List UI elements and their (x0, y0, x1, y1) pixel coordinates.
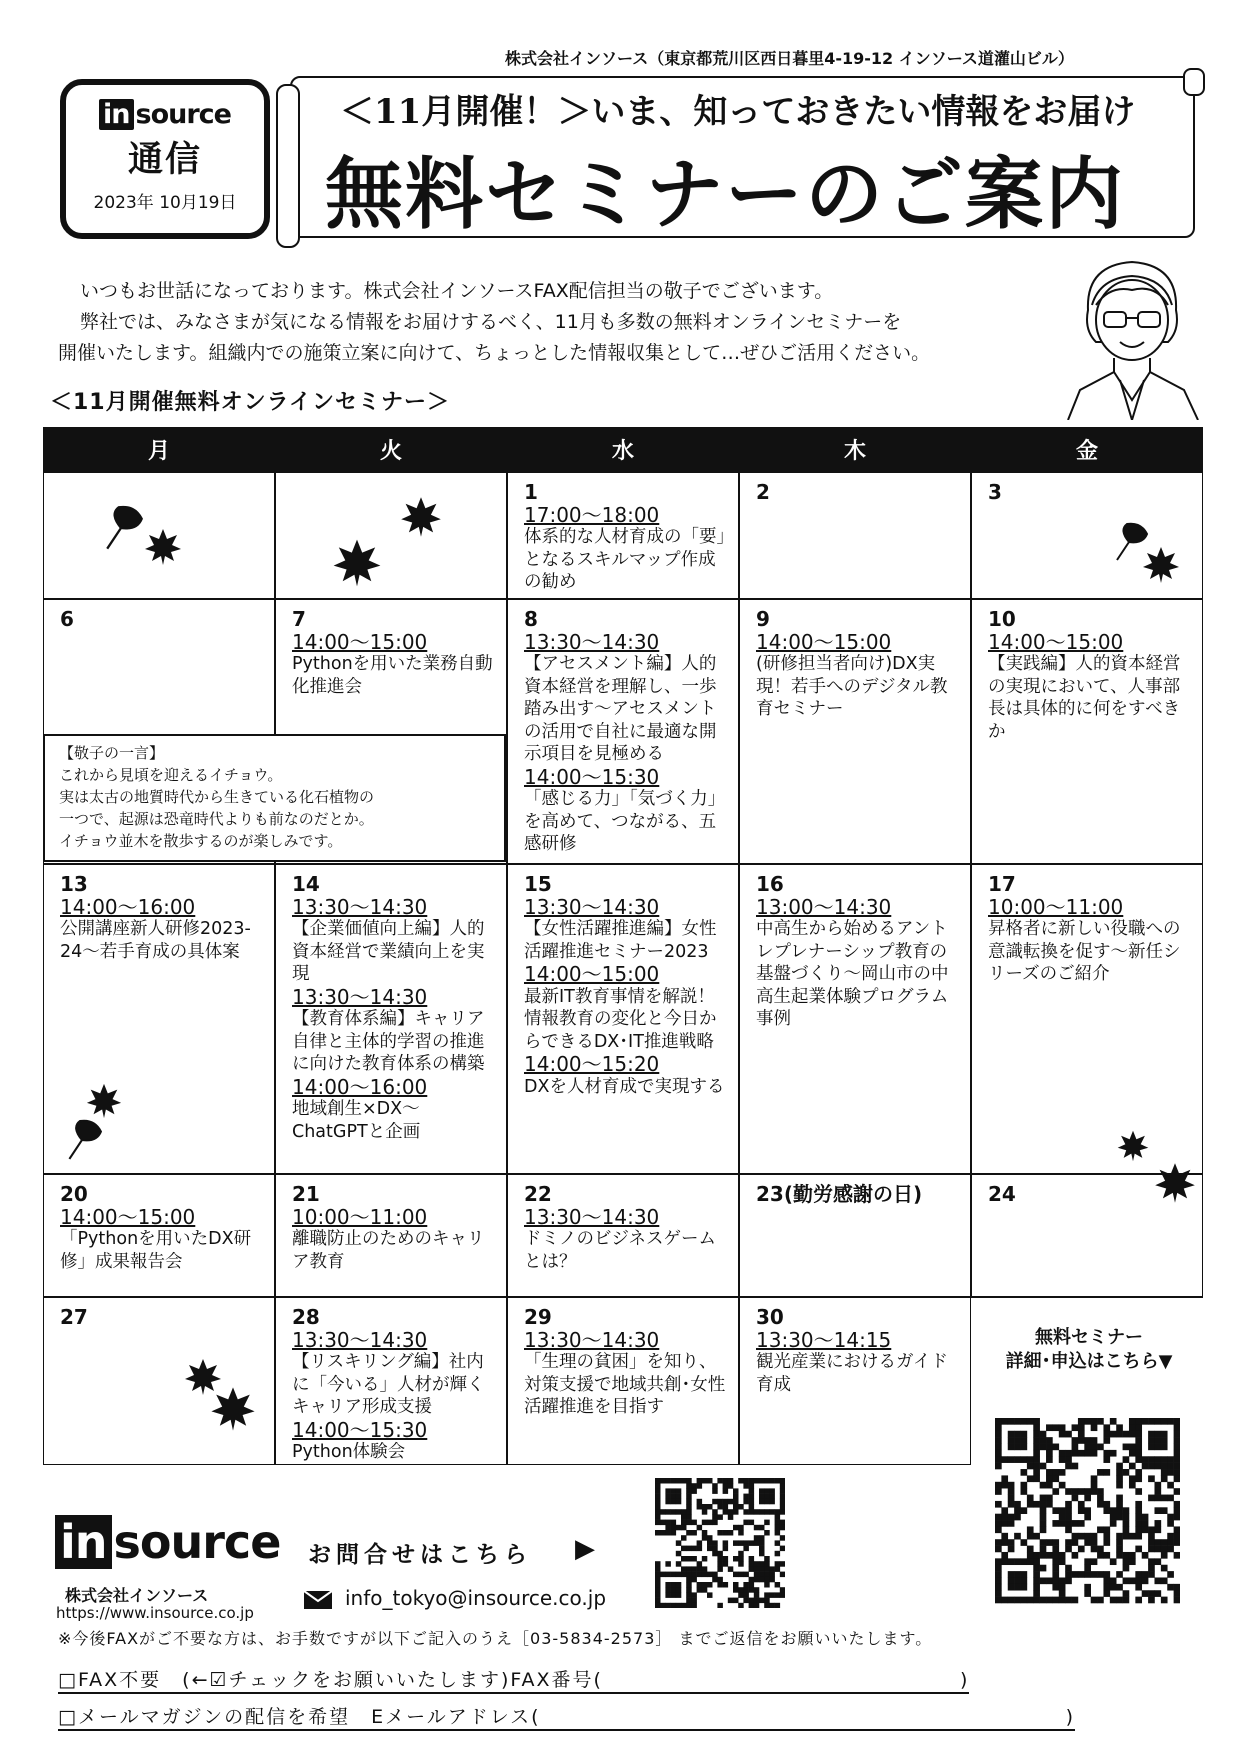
day-number: 15 (524, 872, 552, 896)
seminar-time: 14:00～15:30 (292, 1417, 428, 1442)
seminar-title-link[interactable]: 【企業価値向上編】人的資本経営で業績向上を実現 (292, 919, 485, 984)
day-number: 29 (524, 1305, 552, 1329)
seminar-title-link[interactable]: 昇格者に新しい役職への意識転換を促す～新任シリーズのご紹介 (988, 919, 1181, 984)
company-address: 株式会社インソース（東京都荒川区西日暮里4-19-12 インソース道灌山ビル） (505, 49, 1074, 68)
calendar-day-cell (507, 472, 739, 599)
seminar-time: 14:00～15:00 (60, 1204, 196, 1229)
day-number: 14 (292, 872, 320, 896)
seminar-time: 13:30～14:30 (524, 1327, 660, 1352)
seminar-title-link[interactable]: 体系的な人材育成の「要」となるスキルマップ作成の勧め (524, 527, 726, 592)
day-number: 13 (60, 872, 88, 896)
seminar-time: 14:00～15:00 (756, 629, 892, 654)
weekday-header: 金 (971, 427, 1203, 472)
calendar-day-cell (739, 864, 971, 1174)
calendar-day-cell (43, 1297, 275, 1465)
seminar-title-link[interactable]: 【実践編】人的資本経営の実現において、人事部長は具体的に何をすべきか (988, 654, 1181, 742)
envelope-icon (303, 1590, 333, 1610)
keiko-avatar-icon (1060, 250, 1205, 420)
maple-leaf-icon (85, 1082, 123, 1120)
ginkgo-leaf-icon (61, 1119, 103, 1161)
day-number: 16 (756, 872, 784, 896)
seminar-time: 13:30～14:15 (756, 1327, 892, 1352)
seminar-time: 13:30～14:30 (524, 629, 660, 654)
seminar-cta-line-2: 詳細･申込はこちら▼ (1005, 1351, 1173, 1372)
day-number: 17 (988, 872, 1016, 896)
day-number: 28 (292, 1305, 320, 1329)
calendar-day-cell (739, 1297, 971, 1465)
intro-line-2: 弊社では、みなさまが気になる情報をお届けするべく、11月も多数の無料オンラインセミナーを (80, 311, 902, 333)
seminar-title-link[interactable]: Pythonを用いた業務自動化推進会 (292, 654, 493, 697)
calendar-heading: ＜11月開催無料オンラインセミナー＞ (50, 390, 450, 415)
seminar-time: 14:00～15:30 (524, 764, 660, 789)
calendar-day-cell (507, 864, 739, 1174)
seminar-time: 14:00～16:00 (292, 1074, 428, 1099)
note-title: 【敬子の一言】 (59, 744, 165, 762)
weekday-header: 月 (43, 427, 275, 472)
logo-tsushin: 通信 (127, 140, 202, 180)
calendar-day-cell (971, 864, 1203, 1174)
mail-magazine-field[interactable]: □メールマガジンの配信を希望 Eメールアドレス( ) (58, 1702, 1075, 1731)
calendar-day-cell (507, 599, 739, 864)
intro-line-1: いつもお世話になっております。株式会社インソースFAX配信担当の敬子でございます。 (80, 280, 834, 302)
ginkgo-leaf-icon (98, 505, 144, 551)
intro-line-3: 開催いたします。組織内での施策立案に向けて、ちょっとした情報収集として…ぜひご活用ください。 (58, 342, 931, 364)
calendar-day-cell (739, 599, 971, 864)
seminar-title-link[interactable]: 「Pythonを用いたDX研修」成果報告会 (60, 1229, 252, 1272)
note-line3: 一つで、起源は恐竜時代よりも前なのだとか。 (59, 810, 374, 828)
note-line2: 実は太古の地質時代から生きている化石植物の (59, 788, 375, 806)
seminar-title-link[interactable]: DXを人材育成で実現する (524, 1076, 725, 1097)
day-number: 6 (60, 607, 74, 631)
day-number: 8 (524, 607, 538, 631)
fax-optout-form-line[interactable] (58, 1665, 969, 1694)
seminar-title-link[interactable]: ドミノのビジネスゲームとは？ (524, 1229, 716, 1272)
footer-logo-in: in (55, 1515, 112, 1569)
maple-leaf-icon (1153, 1161, 1197, 1205)
seminar-time: 14:00～15:20 (524, 1052, 660, 1076)
maple-leaf-icon (1141, 545, 1181, 585)
seminar-title-link[interactable]: 中高生から始めるアントレプレナーシップ教育の基盤づくり～岡山市の中高生起業体験プログラム事例 (756, 919, 949, 1029)
logo-source: source (135, 99, 231, 130)
seminar-calendar (43, 427, 1203, 1465)
calendar-day-cell (739, 472, 971, 599)
page-subtitle: ＜11月開催！＞いま、知っておきたい情報をお届け (340, 92, 1136, 132)
seminar-time: 13:30～14:30 (524, 1204, 660, 1229)
seminar-title-link[interactable]: 最新IT教育事情を解説！情報教育の変化と今日からできるDX･IT推進戦略 (524, 986, 717, 1052)
note-line4: イチョウ並木を散歩するのが楽しみです。 (59, 832, 343, 850)
weekday-header: 水 (507, 427, 739, 472)
weekday-header: 木 (739, 427, 971, 472)
seminar-title-link[interactable]: 【リスキリング編】社内に「今いる」人材が輝くキャリア形成支援 (292, 1352, 485, 1417)
calendar-day-cell (275, 472, 507, 599)
day-number: 20 (60, 1182, 88, 1206)
contact-qr-code[interactable] (655, 1478, 785, 1608)
issue-date: 2023年 10月19日 (93, 193, 237, 213)
seminar-time: 10:00～11:00 (292, 1204, 428, 1229)
seminar-cta (987, 1326, 1191, 1374)
seminar-time: 13:30～14:30 (292, 1327, 428, 1352)
calendar-day-cell (275, 1174, 507, 1297)
maple-leaf-icon (143, 527, 183, 567)
seminar-title-link[interactable]: (研修担当者向け)DX実現！若手へのデジタル教育セミナー (756, 654, 948, 719)
seminar-title-link[interactable]: 観光産業におけるガイド育成 (756, 1352, 948, 1395)
calendar-day-cell (275, 864, 507, 1174)
seminar-title-link[interactable]: 離職防止のためのキャリア教育 (292, 1229, 485, 1272)
maple-leaf-icon (331, 537, 383, 589)
calendar-day-cell (739, 1174, 971, 1297)
seminar-cta-line-1: 無料セミナー (1035, 1327, 1143, 1348)
seminar-title-link[interactable]: Python体験会 (292, 1442, 406, 1462)
insource-tsushin-logo (60, 79, 270, 239)
seminar-time: 14:00～15:00 (524, 962, 660, 986)
day-number: 3 (988, 480, 1002, 504)
day-number: 27 (60, 1305, 88, 1329)
footer-insource-logo (55, 1515, 280, 1569)
day-number: 2 (756, 480, 770, 504)
fax-optout-field[interactable]: □FAX不要 (←☑チェックをお願いいたします)FAX番号( ) (58, 1665, 969, 1694)
maple-leaf-icon (209, 1385, 257, 1433)
contact-label: お問合せはこちら (308, 1542, 532, 1568)
day-number: 24 (988, 1182, 1016, 1206)
seminar-time: 13:30～14:30 (524, 894, 660, 919)
seminar-title-link[interactable]: 地域創生×DX～ChatGPTと企画 (292, 1099, 421, 1142)
seminar-time: 17:00～18:00 (524, 502, 660, 527)
day-number: 10 (988, 607, 1016, 631)
seminar-time: 13:30～14:30 (292, 984, 428, 1009)
mail-magazine-form-line[interactable] (58, 1702, 1075, 1731)
day-number: 1 (524, 480, 538, 504)
keiko-note-box (43, 734, 506, 862)
day-number: 22 (524, 1182, 552, 1206)
weekday-header: 火 (275, 427, 507, 472)
calendar-day-cell (43, 1174, 275, 1297)
day-number: 9 (756, 607, 770, 631)
note-line1: これから見頃を迎えるイチョウ。 (59, 766, 283, 784)
seminar-time: 13:30～14:30 (292, 894, 428, 919)
seminar-title-link[interactable]: 【アセスメント編】人的資本経営を理解し、一歩踏み出す～アセスメントの活用で自社に最適な開示項目を見極める (524, 654, 717, 764)
footer-company-name: 株式会社インソース (65, 1586, 209, 1605)
maple-leaf-icon (399, 495, 443, 539)
right-arrow-icon: ▶ (575, 1534, 595, 1564)
calendar-day-cell (275, 1297, 507, 1465)
seminar-time: 10:00～11:00 (988, 894, 1124, 919)
calendar-day-cell (507, 1174, 739, 1297)
contact-email-link[interactable]: info_tokyo@insource.co.jp (345, 1586, 607, 1610)
seminar-time: 14:00～15:00 (292, 629, 428, 654)
footer-url-link[interactable]: https://www.insource.co.jp (56, 1604, 254, 1622)
calendar-day-cell (507, 1297, 739, 1465)
day-number: 23(勤労感謝の日) (756, 1182, 923, 1206)
seminar-qr-code[interactable] (995, 1418, 1180, 1608)
day-number: 7 (292, 607, 306, 631)
calendar-day-cell (971, 599, 1203, 864)
seminar-title-link[interactable]: 公開講座新人研修2023-24～若手育成の具体案 (60, 919, 251, 962)
logo-in: in (99, 99, 133, 130)
day-number: 30 (756, 1305, 784, 1329)
fax-optout-note: ※今後FAXがご不要な方は、お手数ですが以下ご記入のうえ［03-5834-2573］ までご返信をお願いいたします。 (58, 1629, 933, 1648)
seminar-time: 13:00～14:30 (756, 894, 892, 919)
maple-leaf-icon (1116, 1129, 1150, 1163)
seminar-title-link[interactable]: 「生理の貧困」を知り、対策支援で地域共創･女性活躍推進を目指す (524, 1352, 726, 1417)
seminar-title-link[interactable]: 【教育体系編】キャリア自律と主体的学習の推進に向けた教育体系の構築 (292, 1009, 485, 1074)
seminar-title-link[interactable]: 【女性活躍推進編】女性活躍推進セミナー2023 (524, 919, 717, 962)
insource-logo (99, 99, 231, 130)
seminar-time: 14:00～16:00 (60, 894, 196, 919)
seminar-time: 14:00～15:00 (988, 629, 1124, 654)
footer-logo-source: source (113, 1515, 281, 1569)
day-number: 21 (292, 1182, 320, 1206)
page-title: 無料セミナーのご案内 (325, 149, 1126, 240)
seminar-title-link[interactable]: 「感じる力」「気づく力」を高めて、つながる、五感研修 (524, 789, 726, 854)
